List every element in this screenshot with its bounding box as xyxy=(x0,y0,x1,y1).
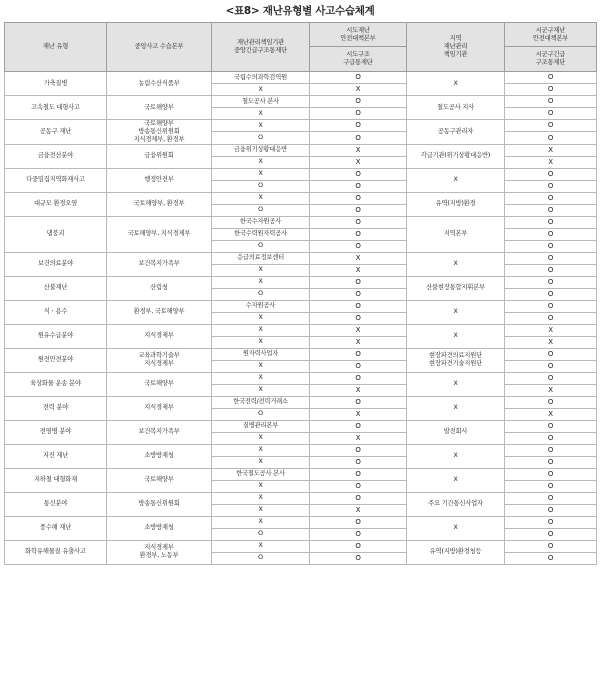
header-central-hq: 중앙사고 수습본부 xyxy=(107,23,212,72)
local-agency-cell xyxy=(407,348,505,372)
city-cell: O xyxy=(310,348,407,360)
disaster-org-cell: O xyxy=(212,180,310,192)
local-agency-cell: X xyxy=(407,468,505,492)
central-hq-cell xyxy=(107,444,212,468)
disaster-org-cell: X xyxy=(212,276,310,288)
disaster-org-cell: X xyxy=(212,384,310,396)
disaster-org-cell: X xyxy=(212,336,310,348)
header-gun-line3: 시군구긴급 xyxy=(535,51,566,59)
header-gun-rescue xyxy=(505,47,597,72)
disaster-org-cell: X xyxy=(212,192,310,204)
disaster-org-cell: 한국수자원공사 xyxy=(212,216,310,228)
gun-cell: O xyxy=(505,180,597,192)
city-cell: O xyxy=(310,360,407,372)
disaster-org-cell: X xyxy=(212,444,310,456)
disaster-org-cell: 금융위기상황대응반 xyxy=(212,144,310,156)
gun-cell: O xyxy=(505,492,597,504)
city-cell: O xyxy=(310,552,407,564)
local-agency-cell: 산불현장통합지휘본부 xyxy=(407,276,505,300)
disaster-org-cell: 한국철도공사 본사 xyxy=(212,468,310,480)
table-row xyxy=(5,324,597,336)
city-cell: O xyxy=(310,192,407,204)
central-hq-cell xyxy=(107,96,212,120)
city-cell: O xyxy=(310,540,407,552)
gun-cell: O xyxy=(505,288,597,300)
table-row xyxy=(5,252,597,264)
disaster-org-cell: 한국전력/전력거래소 xyxy=(212,396,310,408)
gun-cell: O xyxy=(505,516,597,528)
central-hq-line: 지식경제부 xyxy=(144,360,174,368)
disaster-org-cell: 철도공사 본사 xyxy=(212,96,310,108)
city-cell: O xyxy=(310,96,407,108)
header-disaster-org-line2: 중앙긴급구조통제단 xyxy=(234,47,287,54)
central-hq-line: 국토해양부 xyxy=(144,120,174,127)
gun-cell: O xyxy=(505,216,597,228)
disaster-org-cell: X xyxy=(212,504,310,516)
local-agency-cell: 각급기관(위기상황대응반) xyxy=(407,144,505,168)
gun-cell: O xyxy=(505,120,597,132)
disaster-type-cell: 통신분야 xyxy=(5,492,107,516)
header-city-line4: 구급통제단 xyxy=(343,59,373,66)
disaster-type-cell: 전염병 분야 xyxy=(5,420,107,444)
city-cell: O xyxy=(310,120,407,132)
local-agency-line: 현장파견기술지원단 xyxy=(429,360,482,368)
disaster-org-cell: 국립수의과학검역원 xyxy=(212,72,310,84)
central-hq-cell xyxy=(107,144,212,168)
local-agency-cell: X xyxy=(407,300,505,324)
gun-cell: O xyxy=(505,312,597,324)
table-row xyxy=(5,492,597,504)
disaster-type-cell: 육상화물 운송 분야 xyxy=(5,372,107,396)
disaster-org-cell: X xyxy=(212,360,310,372)
header-type: 재난 유형 xyxy=(5,23,107,72)
local-agency-cell: X xyxy=(407,444,505,468)
gun-cell: O xyxy=(505,420,597,432)
disaster-org-cell: X xyxy=(212,480,310,492)
city-cell: O xyxy=(310,204,407,216)
header-local-line1: 지역 xyxy=(449,35,462,43)
gun-cell: O xyxy=(505,84,597,96)
local-agency-cell: X xyxy=(407,324,505,348)
city-cell: X xyxy=(310,144,407,156)
local-agency-cell: 유역(지방)환경청등 xyxy=(407,540,505,564)
disaster-org-cell: X xyxy=(212,156,310,168)
central-hq-line: 행정안전부 xyxy=(144,176,174,184)
disaster-type-cell: 풍수해 재난 xyxy=(5,516,107,540)
table-row xyxy=(5,396,597,408)
central-hq-line: 교육과학기술부 xyxy=(138,352,180,360)
header-city-rescue xyxy=(310,47,407,72)
gun-cell: X xyxy=(505,156,597,168)
central-hq-cell xyxy=(107,516,212,540)
city-cell: O xyxy=(310,312,407,324)
city-cell: O xyxy=(310,168,407,180)
disaster-org-cell: X xyxy=(212,372,310,384)
local-agency-cell: 발전회사 xyxy=(407,420,505,444)
disaster-org-cell: 한국수력원자력공사 xyxy=(212,228,310,240)
gun-cell: X xyxy=(505,408,597,420)
central-hq-line: 지식경제부 xyxy=(144,404,174,412)
gun-cell: O xyxy=(505,480,597,492)
disaster-type-cell: 보건의료분야 xyxy=(5,252,107,276)
gun-cell: O xyxy=(505,444,597,456)
central-hq-cell xyxy=(107,216,212,252)
central-hq-cell xyxy=(107,420,212,444)
central-hq-line: 금융위원회 xyxy=(144,152,174,160)
table-row xyxy=(5,276,597,288)
disaster-org-cell: O xyxy=(212,240,310,252)
disaster-org-cell: O xyxy=(212,408,310,420)
gun-cell: O xyxy=(505,276,597,288)
table-row xyxy=(5,372,597,384)
city-cell: O xyxy=(310,444,407,456)
header-city-line1: 시도재난 xyxy=(346,26,370,34)
header-gun-line1: 시군구재난 xyxy=(535,26,566,34)
header-gun-headquarters xyxy=(505,23,597,47)
gun-cell: O xyxy=(505,540,597,552)
central-hq-cell xyxy=(107,192,212,216)
disaster-org-cell: X xyxy=(212,456,310,468)
central-hq-cell xyxy=(107,120,212,145)
local-agency-line: 현장파견의료지원단 xyxy=(429,352,482,360)
disaster-type-cell: 원유수급분야 xyxy=(5,324,107,348)
gun-cell: X xyxy=(505,384,597,396)
disaster-org-cell: X xyxy=(212,324,310,336)
central-hq-cell xyxy=(107,540,212,564)
gun-cell: O xyxy=(505,108,597,120)
city-cell: O xyxy=(310,480,407,492)
city-cell: O xyxy=(310,240,407,252)
table-body xyxy=(5,72,597,565)
city-cell: O xyxy=(310,528,407,540)
disaster-type-cell: 고속철도 대형사고 xyxy=(5,96,107,120)
table-row xyxy=(5,516,597,528)
local-agency-cell: 지역본부 xyxy=(407,216,505,252)
central-hq-cell xyxy=(107,168,212,192)
central-hq-line: 산림청 xyxy=(150,284,168,292)
table-row xyxy=(5,468,597,480)
city-cell: O xyxy=(310,516,407,528)
disaster-org-cell: X xyxy=(212,312,310,324)
table-row xyxy=(5,444,597,456)
central-hq-line: 국토해양부 xyxy=(144,476,174,484)
central-hq-cell xyxy=(107,468,212,492)
table-row xyxy=(5,72,597,84)
disaster-org-cell: X xyxy=(212,516,310,528)
disaster-type-cell: 댐붕괴 xyxy=(5,216,107,252)
central-hq-line: 환경부, 국토해양부 xyxy=(133,308,185,316)
city-cell: X xyxy=(310,156,407,168)
disaster-org-cell: 질병관리본부 xyxy=(212,420,310,432)
central-hq-line: 농림수산식품부 xyxy=(138,79,180,87)
city-cell: O xyxy=(310,276,407,288)
city-cell: X xyxy=(310,408,407,420)
central-hq-cell xyxy=(107,396,212,420)
table-title: <표8> 재난유형별 사고수습체계 xyxy=(225,5,375,17)
table-row xyxy=(5,216,597,228)
disaster-type-cell: 화학유해물질 유출사고 xyxy=(5,540,107,564)
disaster-org-cell: O xyxy=(212,204,310,216)
local-agency-cell: X xyxy=(407,396,505,420)
gun-cell: O xyxy=(505,240,597,252)
gun-cell: X xyxy=(505,336,597,348)
disaster-org-cell: X xyxy=(212,264,310,276)
central-hq-cell xyxy=(107,276,212,300)
city-cell: O xyxy=(310,300,407,312)
header-local-agency xyxy=(407,23,505,72)
gun-cell: O xyxy=(505,348,597,360)
table-row xyxy=(5,168,597,180)
disaster-org-cell: 원자력사업자 xyxy=(212,348,310,360)
disaster-type-cell: 가축질병 xyxy=(5,72,107,96)
disaster-org-cell: 응급의료정보센터 xyxy=(212,252,310,264)
city-cell: O xyxy=(310,288,407,300)
central-hq-cell xyxy=(107,324,212,348)
city-cell: O xyxy=(310,372,407,384)
disaster-org-cell: 수자원공사 xyxy=(212,300,310,312)
local-agency-cell: 공동구관리자 xyxy=(407,120,505,145)
table-row xyxy=(5,120,597,132)
table-row xyxy=(5,420,597,432)
gun-cell: O xyxy=(505,372,597,384)
gun-cell: O xyxy=(505,228,597,240)
table-row xyxy=(5,300,597,312)
central-hq-cell xyxy=(107,348,212,372)
city-cell: X xyxy=(310,504,407,516)
gun-cell: O xyxy=(505,300,597,312)
central-hq-line: 지식경제부, 환경부 xyxy=(133,135,185,143)
disaster-type-cell: 식ㆍ용수 xyxy=(5,300,107,324)
disaster-type-cell: 지진 재난 xyxy=(5,444,107,468)
central-hq-cell xyxy=(107,492,212,516)
gun-cell: O xyxy=(505,168,597,180)
city-cell: X xyxy=(310,324,407,336)
local-agency-cell: X xyxy=(407,252,505,276)
disaster-org-cell: O xyxy=(212,528,310,540)
gun-cell: O xyxy=(505,456,597,468)
disaster-type-cell: 지하철 대형화재 xyxy=(5,468,107,492)
central-hq-line: 소방방재청 xyxy=(144,524,174,532)
city-cell: O xyxy=(310,468,407,480)
city-cell: O xyxy=(310,456,407,468)
gun-cell: O xyxy=(505,264,597,276)
central-hq-cell xyxy=(107,372,212,396)
city-cell: O xyxy=(310,72,407,84)
disaster-org-cell: X xyxy=(212,84,310,96)
disaster-org-cell: X xyxy=(212,432,310,444)
local-agency-cell: 주요 기간통신사업자 xyxy=(407,492,505,516)
header-gun-line2: 안전대책본부 xyxy=(532,34,569,42)
central-hq-line: 보건복지가족부 xyxy=(138,428,180,436)
city-cell: O xyxy=(310,180,407,192)
table-row xyxy=(5,96,597,108)
disaster-type-cell: 원전안전분야 xyxy=(5,348,107,372)
gun-cell: X xyxy=(505,144,597,156)
central-hq-cell xyxy=(107,252,212,276)
central-hq-line: 방송통신위원회 xyxy=(138,127,180,135)
local-agency-cell: 철도공사 지사 xyxy=(407,96,505,120)
disaster-response-table xyxy=(4,22,597,565)
disaster-org-cell: O xyxy=(212,552,310,564)
city-cell: X xyxy=(310,84,407,96)
city-cell: X xyxy=(310,384,407,396)
gun-cell: O xyxy=(505,360,597,372)
disaster-org-cell: X xyxy=(212,540,310,552)
city-cell: O xyxy=(310,396,407,408)
central-hq-line: 소방방재청 xyxy=(144,452,174,460)
central-hq-line: 환경부, 노동부 xyxy=(139,552,179,560)
local-agency-cell: X xyxy=(407,72,505,96)
table-row xyxy=(5,540,597,552)
gun-cell: O xyxy=(505,72,597,84)
header-disaster-org-line1: 재난관리책임기관 xyxy=(236,39,285,47)
central-hq-line: 국토해양부, 지식경제부 xyxy=(127,230,191,238)
disaster-type-cell: 다중밀집지역화재사고 xyxy=(5,168,107,192)
local-agency-cell: X xyxy=(407,516,505,540)
disaster-type-cell: 공동구 재난 xyxy=(5,120,107,145)
city-cell: X xyxy=(310,252,407,264)
central-hq-cell xyxy=(107,72,212,96)
disaster-type-cell: 산불재난 xyxy=(5,276,107,300)
disaster-org-cell: X xyxy=(212,108,310,120)
gun-cell: O xyxy=(505,96,597,108)
central-hq-line: 국토해양부 xyxy=(144,103,174,111)
city-cell: O xyxy=(310,132,407,144)
disaster-org-cell: O xyxy=(212,288,310,300)
city-cell: O xyxy=(310,216,407,228)
central-hq-line: 국토해양부 xyxy=(144,380,174,388)
gun-cell: O xyxy=(505,552,597,564)
disaster-org-cell: X xyxy=(212,120,310,132)
city-cell: X xyxy=(310,432,407,444)
gun-cell: O xyxy=(505,528,597,540)
city-cell: O xyxy=(310,492,407,504)
header-disaster-org xyxy=(212,23,310,72)
local-agency-cell: 유역(지방)환경 xyxy=(407,192,505,216)
disaster-type-cell: 대규모 환경오염 xyxy=(5,192,107,216)
gun-cell: O xyxy=(505,468,597,480)
gun-cell: X xyxy=(505,324,597,336)
city-cell: O xyxy=(310,228,407,240)
header-city-headquarters xyxy=(310,23,407,47)
table-row xyxy=(5,348,597,360)
city-cell: X xyxy=(310,264,407,276)
city-cell: O xyxy=(310,420,407,432)
header-local-line3: 책임기관 xyxy=(443,50,468,58)
header-gun-line4: 구조통제단 xyxy=(535,59,566,66)
disaster-org-cell: X xyxy=(212,168,310,180)
central-hq-line: 지식경제부 xyxy=(144,544,174,552)
city-cell: O xyxy=(310,108,407,120)
central-hq-line: 보건복지가족부 xyxy=(138,260,180,268)
disaster-type-cell: 금융전산분야 xyxy=(5,144,107,168)
gun-cell: O xyxy=(505,132,597,144)
local-agency-cell: X xyxy=(407,372,505,396)
local-agency-cell: X xyxy=(407,168,505,192)
header-city-line3: 시도구조 xyxy=(346,51,370,59)
gun-cell: O xyxy=(505,432,597,444)
table-row xyxy=(5,192,597,204)
central-hq-line: 방송통신위원회 xyxy=(138,500,180,508)
gun-cell: O xyxy=(505,204,597,216)
central-hq-line: 지식경제부 xyxy=(144,332,174,340)
header-city-line2: 안전대책본부 xyxy=(340,34,376,42)
table-row xyxy=(5,144,597,156)
city-cell: X xyxy=(310,336,407,348)
central-hq-line: 국토해양부, 환경부 xyxy=(133,200,185,208)
gun-cell: O xyxy=(505,396,597,408)
header-local-line2: 재난관리 xyxy=(443,43,468,51)
disaster-type-cell: 전력 분야 xyxy=(5,396,107,420)
disaster-org-cell: X xyxy=(212,492,310,504)
gun-cell: O xyxy=(505,252,597,264)
gun-cell: O xyxy=(505,192,597,204)
gun-cell: O xyxy=(505,504,597,516)
central-hq-cell xyxy=(107,300,212,324)
disaster-org-cell: O xyxy=(212,132,310,144)
